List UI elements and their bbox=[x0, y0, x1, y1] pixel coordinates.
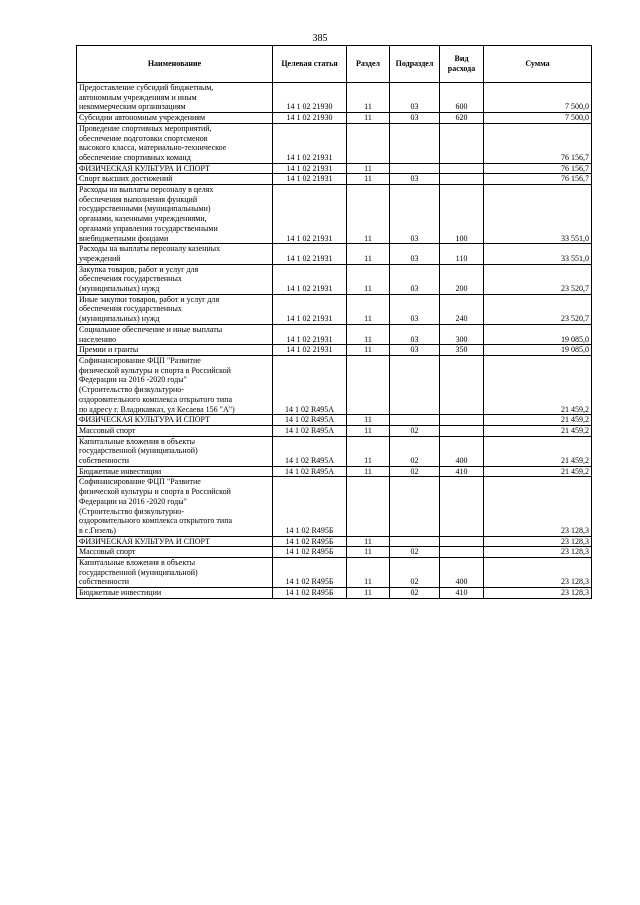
row-expense-type-text: 620 bbox=[455, 113, 468, 123]
table-row bbox=[77, 294, 592, 324]
table-header bbox=[77, 46, 592, 83]
row-code-text: 14 1 02 R495А bbox=[284, 404, 335, 414]
row-amount-cell bbox=[484, 436, 592, 466]
column-header-subsection: Подраздел bbox=[390, 46, 440, 83]
row-subsection-text: 03 bbox=[410, 174, 419, 184]
row-section-cell bbox=[347, 264, 390, 294]
row-subsection-cell bbox=[390, 588, 440, 599]
row-amount-text: 23 128,3 bbox=[561, 536, 589, 546]
row-section-text: 11 bbox=[364, 174, 372, 184]
row-subsection-text: 02 bbox=[410, 425, 419, 435]
row-amount-cell bbox=[484, 123, 592, 163]
row-code-text: 14 1 02 21931 bbox=[286, 284, 333, 294]
table-row bbox=[77, 83, 592, 113]
row-amount-text: 23 128,3 bbox=[561, 525, 589, 535]
row-amount-text: 7 500,0 bbox=[565, 113, 589, 123]
row-section-text: 11 bbox=[364, 314, 372, 324]
row-section-text: 11 bbox=[364, 466, 372, 476]
row-section-cell bbox=[347, 558, 390, 588]
row-code-cell bbox=[273, 264, 347, 294]
row-code-text: 14 1 02 21931 bbox=[286, 233, 333, 243]
row-name-text: ФИЗИЧЕСКАЯ КУЛЬТУРА И СПОРТ bbox=[79, 536, 210, 546]
row-code-cell bbox=[273, 123, 347, 163]
row-expense-type-cell bbox=[440, 174, 484, 185]
row-name-cell bbox=[77, 264, 273, 294]
row-subsection-cell bbox=[390, 536, 440, 547]
row-amount-cell bbox=[484, 536, 592, 547]
row-section-cell bbox=[347, 477, 390, 536]
row-expense-type-cell bbox=[440, 558, 484, 588]
row-code-cell bbox=[273, 588, 347, 599]
row-code-cell bbox=[273, 558, 347, 588]
row-subsection-text: 03 bbox=[410, 113, 419, 123]
row-expense-type-cell bbox=[440, 185, 484, 244]
row-name-text: Массовый спорт bbox=[79, 547, 136, 557]
row-code-text: 14 1 02 21931 bbox=[286, 314, 333, 324]
table-row bbox=[77, 345, 592, 356]
row-name-text: Бюджетные инвестиции bbox=[79, 466, 162, 476]
row-subsection-cell bbox=[390, 355, 440, 414]
row-name-cell bbox=[77, 244, 273, 264]
row-code-cell bbox=[273, 415, 347, 426]
row-section-text: 11 bbox=[364, 233, 372, 243]
column-header-section: Раздел bbox=[347, 46, 390, 83]
row-subsection-text: 02 bbox=[410, 456, 419, 466]
row-subsection-cell bbox=[390, 425, 440, 436]
row-subsection-text: 03 bbox=[410, 345, 419, 355]
row-section-cell bbox=[347, 83, 390, 113]
row-amount-text: 76 156,7 bbox=[561, 163, 589, 173]
row-name-cell bbox=[77, 588, 273, 599]
row-amount-text: 21 459,2 bbox=[561, 425, 589, 435]
table-row bbox=[77, 113, 592, 124]
row-code-cell bbox=[273, 425, 347, 436]
row-code-text: 14 1 02 21931 bbox=[286, 174, 333, 184]
row-name-cell bbox=[77, 425, 273, 436]
row-name-cell bbox=[77, 558, 273, 588]
row-name-text: Спорт высших достижений bbox=[79, 174, 173, 184]
row-amount-cell bbox=[484, 83, 592, 113]
row-subsection-cell bbox=[390, 264, 440, 294]
row-expense-type-text: 300 bbox=[455, 334, 468, 344]
row-subsection-cell bbox=[390, 83, 440, 113]
row-section-text: 11 bbox=[364, 577, 372, 587]
row-expense-type-cell bbox=[440, 113, 484, 124]
row-subsection-cell bbox=[390, 345, 440, 356]
row-code-text: 14 1 02 R495А bbox=[284, 415, 335, 425]
row-expense-type-cell bbox=[440, 264, 484, 294]
row-amount-cell bbox=[484, 415, 592, 426]
row-code-cell bbox=[273, 113, 347, 124]
row-subsection-cell bbox=[390, 113, 440, 124]
row-amount-cell bbox=[484, 163, 592, 174]
table-row bbox=[77, 558, 592, 588]
row-amount-cell bbox=[484, 264, 592, 294]
row-name-cell bbox=[77, 536, 273, 547]
row-name-cell bbox=[77, 123, 273, 163]
row-expense-type-text: 110 bbox=[455, 253, 468, 263]
table-row bbox=[77, 588, 592, 599]
row-amount-text: 21 459,2 bbox=[561, 466, 589, 476]
table-row bbox=[77, 264, 592, 294]
row-code-text: 14 1 02 21931 bbox=[286, 334, 333, 344]
row-code-text: 14 1 02 21930 bbox=[286, 102, 333, 112]
row-name-text: Массовый спорт bbox=[79, 425, 136, 435]
row-name-text: Иные закупки товаров, работ и услуг для обеспечения государственных (муниципальных) нужд bbox=[79, 294, 220, 324]
row-code-cell bbox=[273, 436, 347, 466]
row-subsection-cell bbox=[390, 466, 440, 477]
row-code-text: 14 1 02 21931 bbox=[286, 345, 333, 355]
row-code-text: 14 1 02 R495А bbox=[284, 425, 335, 435]
row-name-cell bbox=[77, 345, 273, 356]
row-amount-text: 33 551,0 bbox=[561, 253, 589, 263]
column-header-name: Наименование bbox=[77, 46, 273, 83]
table-row bbox=[77, 185, 592, 244]
budget-table bbox=[76, 45, 592, 599]
row-code-cell bbox=[273, 345, 347, 356]
row-expense-type-cell bbox=[440, 466, 484, 477]
row-name-text: Премии и гранты bbox=[79, 345, 139, 355]
row-expense-type-text: 400 bbox=[455, 456, 468, 466]
row-section-text: 11 bbox=[364, 102, 372, 112]
row-section-cell bbox=[347, 113, 390, 124]
row-subsection-cell bbox=[390, 558, 440, 588]
row-subsection-text: 02 bbox=[410, 577, 419, 587]
table-row bbox=[77, 436, 592, 466]
row-code-cell bbox=[273, 83, 347, 113]
row-section-cell bbox=[347, 123, 390, 163]
row-name-cell bbox=[77, 415, 273, 426]
row-name-cell bbox=[77, 547, 273, 558]
table-row bbox=[77, 123, 592, 163]
row-expense-type-text: 410 bbox=[455, 466, 468, 476]
row-name-cell bbox=[77, 185, 273, 244]
row-subsection-text: 02 bbox=[410, 547, 419, 557]
table-row bbox=[77, 536, 592, 547]
row-code-text: 14 1 02 R495Б bbox=[285, 547, 334, 557]
row-code-cell bbox=[273, 324, 347, 344]
row-code-cell bbox=[273, 163, 347, 174]
row-amount-cell bbox=[484, 324, 592, 344]
row-amount-text: 21 459,2 bbox=[561, 456, 589, 466]
row-code-text: 14 1 02 21931 bbox=[286, 163, 333, 173]
row-amount-text: 19 085,0 bbox=[561, 345, 589, 355]
row-code-text: 14 1 02 21931 bbox=[286, 152, 333, 162]
row-amount-cell bbox=[484, 425, 592, 436]
row-section-text: 11 bbox=[364, 345, 372, 355]
row-name-text: Софинансирование ФЦП "Развитие физической культуры и спорта в Российской Федерации на 2016 -2020 годы" (Строительство физкультурно- оздоровительного комплекса открытого типа по адресу г. Владикавказ, ул Кесаева 156 "А") bbox=[79, 355, 235, 414]
row-expense-type-text: 600 bbox=[455, 102, 468, 112]
row-section-cell bbox=[347, 324, 390, 344]
row-expense-type-cell bbox=[440, 355, 484, 414]
row-subsection-cell bbox=[390, 477, 440, 536]
row-name-cell bbox=[77, 324, 273, 344]
row-section-text: 11 bbox=[364, 163, 372, 173]
table-row bbox=[77, 547, 592, 558]
header-row bbox=[77, 46, 592, 83]
row-name-cell bbox=[77, 174, 273, 185]
row-expense-type-cell bbox=[440, 345, 484, 356]
row-section-cell bbox=[347, 415, 390, 426]
row-expense-type-cell bbox=[440, 588, 484, 599]
row-expense-type-text: 100 bbox=[455, 233, 468, 243]
row-expense-type-cell bbox=[440, 415, 484, 426]
row-amount-text: 7 500,0 bbox=[565, 102, 589, 112]
row-name-text: ФИЗИЧЕСКАЯ КУЛЬТУРА И СПОРТ bbox=[79, 163, 210, 173]
row-name-cell bbox=[77, 355, 273, 414]
row-subsection-cell bbox=[390, 324, 440, 344]
row-subsection-text: 03 bbox=[410, 314, 419, 324]
row-name-cell bbox=[77, 477, 273, 536]
row-section-cell bbox=[347, 185, 390, 244]
row-amount-cell bbox=[484, 477, 592, 536]
row-expense-type-cell bbox=[440, 324, 484, 344]
table-row bbox=[77, 324, 592, 344]
row-code-text: 14 1 02 R495Б bbox=[285, 577, 334, 587]
row-section-text: 11 bbox=[364, 425, 372, 435]
row-section-cell bbox=[347, 536, 390, 547]
row-section-text: 11 bbox=[364, 588, 372, 598]
row-subsection-cell bbox=[390, 415, 440, 426]
row-code-cell bbox=[273, 355, 347, 414]
row-expense-type-cell bbox=[440, 436, 484, 466]
row-subsection-text: 02 bbox=[410, 466, 419, 476]
column-header-amount: Сумма bbox=[484, 46, 592, 83]
row-subsection-cell bbox=[390, 123, 440, 163]
row-code-cell bbox=[273, 294, 347, 324]
row-amount-text: 21 459,2 bbox=[561, 415, 589, 425]
row-section-text: 11 bbox=[364, 284, 372, 294]
row-amount-text: 76 156,7 bbox=[561, 152, 589, 162]
table-row bbox=[77, 355, 592, 414]
row-expense-type-text: 240 bbox=[455, 314, 468, 324]
row-name-cell bbox=[77, 466, 273, 477]
row-amount-cell bbox=[484, 294, 592, 324]
row-section-cell bbox=[347, 547, 390, 558]
row-amount-cell bbox=[484, 588, 592, 599]
row-name-cell bbox=[77, 83, 273, 113]
row-name-cell bbox=[77, 163, 273, 174]
row-section-cell bbox=[347, 466, 390, 477]
row-amount-cell bbox=[484, 174, 592, 185]
row-amount-cell bbox=[484, 113, 592, 124]
row-name-cell bbox=[77, 113, 273, 124]
row-code-cell bbox=[273, 185, 347, 244]
row-section-text: 11 bbox=[364, 547, 372, 557]
row-section-text: 11 bbox=[364, 253, 372, 263]
row-expense-type-cell bbox=[440, 425, 484, 436]
row-name-text: Социальное обеспечение и иные выплаты населению bbox=[79, 324, 223, 344]
table-row bbox=[77, 163, 592, 174]
row-subsection-cell bbox=[390, 436, 440, 466]
row-section-cell bbox=[347, 355, 390, 414]
row-code-text: 14 1 02 21930 bbox=[286, 113, 333, 123]
row-name-cell bbox=[77, 294, 273, 324]
row-name-text: Проведение спортивных мероприятий, обеспечение подготовки спортсменов высокого класса, материально-техническое обеспечение спортивных команд bbox=[79, 123, 227, 162]
row-expense-type-text: 200 bbox=[455, 284, 468, 294]
row-name-text: Субсидии автономным учреждениям bbox=[79, 113, 206, 123]
row-section-cell bbox=[347, 294, 390, 324]
row-subsection-cell bbox=[390, 244, 440, 264]
row-expense-type-cell bbox=[440, 163, 484, 174]
row-code-cell bbox=[273, 547, 347, 558]
row-subsection-text: 03 bbox=[410, 253, 419, 263]
row-name-cell bbox=[77, 436, 273, 466]
row-expense-type-text: 400 bbox=[455, 577, 468, 587]
row-expense-type-text: 350 bbox=[455, 345, 468, 355]
row-subsection-cell bbox=[390, 174, 440, 185]
row-amount-cell bbox=[484, 345, 592, 356]
row-expense-type-cell bbox=[440, 244, 484, 264]
row-section-cell bbox=[347, 588, 390, 599]
row-name-text: Капитальные вложения в объекты государственной (муниципальной) собственности bbox=[79, 436, 198, 466]
row-name-text: Бюджетные инвестиции bbox=[79, 588, 162, 598]
row-name-text: Расходы на выплаты персоналу казенных учреждений bbox=[79, 244, 221, 263]
row-subsection-cell bbox=[390, 185, 440, 244]
row-subsection-text: 03 bbox=[410, 102, 419, 112]
row-section-cell bbox=[347, 163, 390, 174]
row-expense-type-cell bbox=[440, 123, 484, 163]
row-section-cell bbox=[347, 345, 390, 356]
row-expense-type-cell bbox=[440, 477, 484, 536]
table-row bbox=[77, 477, 592, 536]
row-amount-text: 76 156,7 bbox=[561, 174, 589, 184]
row-amount-text: 23 128,3 bbox=[561, 588, 589, 598]
row-amount-cell bbox=[484, 185, 592, 244]
row-amount-cell bbox=[484, 558, 592, 588]
column-header-code: Целевая статья bbox=[273, 46, 347, 83]
row-section-cell bbox=[347, 436, 390, 466]
row-code-text: 14 1 02 R495А bbox=[284, 466, 335, 476]
row-section-cell bbox=[347, 174, 390, 185]
table-body bbox=[77, 83, 592, 599]
row-section-text: 11 bbox=[364, 334, 372, 344]
row-code-text: 14 1 02 R495Б bbox=[285, 536, 334, 546]
row-amount-cell bbox=[484, 355, 592, 414]
row-expense-type-cell bbox=[440, 83, 484, 113]
row-name-text: Расходы на выплаты персоналу в целях обеспечения выполнения функций государственными (муниципальными) органами, казенными учреждениями, органами управления государственными внебюджетными фондами bbox=[79, 185, 218, 243]
table-row bbox=[77, 466, 592, 477]
row-amount-text: 19 085,0 bbox=[561, 334, 589, 344]
row-code-cell bbox=[273, 477, 347, 536]
row-name-text: ФИЗИЧЕСКАЯ КУЛЬТУРА И СПОРТ bbox=[79, 415, 210, 425]
row-expense-type-cell bbox=[440, 547, 484, 558]
row-name-text: Софинансирование ФЦП "Развитие физической культуры и спорта в Российской Федерации на 2016 -2020 годы" (Строительство физкультурно- оздоровительного комплекса открытого типа в с.Гизель) bbox=[79, 477, 233, 535]
row-amount-cell bbox=[484, 547, 592, 558]
row-section-text: 11 bbox=[364, 536, 372, 546]
row-code-text: 14 1 02 21931 bbox=[286, 253, 333, 263]
page-number: 385 bbox=[312, 33, 328, 44]
row-name-text: Закупка товаров, работ и услуг для обеспечения государственных (муниципальных) нужд bbox=[79, 264, 199, 294]
row-subsection-text: 02 bbox=[410, 588, 419, 598]
row-code-text: 14 1 02 R495Б bbox=[285, 588, 334, 598]
column-header-expense-type: Вид расхода bbox=[440, 46, 484, 83]
row-amount-text: 33 551,0 bbox=[561, 233, 589, 243]
row-subsection-text: 03 bbox=[410, 284, 419, 294]
row-subsection-cell bbox=[390, 547, 440, 558]
table-row bbox=[77, 244, 592, 264]
row-amount-text: 23 520,7 bbox=[561, 314, 589, 324]
row-amount-cell bbox=[484, 466, 592, 477]
row-code-cell bbox=[273, 174, 347, 185]
table-row bbox=[77, 425, 592, 436]
row-amount-text: 23 520,7 bbox=[561, 284, 589, 294]
table-row bbox=[77, 415, 592, 426]
row-code-cell bbox=[273, 536, 347, 547]
row-amount-text: 23 128,3 bbox=[561, 577, 589, 587]
row-section-cell bbox=[347, 425, 390, 436]
row-subsection-text: 03 bbox=[410, 233, 419, 243]
row-amount-text: 23 128,3 bbox=[561, 547, 589, 557]
row-section-text: 11 bbox=[364, 415, 372, 425]
row-subsection-cell bbox=[390, 163, 440, 174]
table-row bbox=[77, 174, 592, 185]
row-amount-cell bbox=[484, 244, 592, 264]
row-code-text: 14 1 02 R495А bbox=[284, 456, 335, 466]
row-amount-text: 21 459,2 bbox=[561, 404, 589, 414]
row-code-cell bbox=[273, 466, 347, 477]
row-subsection-cell bbox=[390, 294, 440, 324]
row-name-text: Капитальные вложения в объекты государственной (муниципальной) собственности bbox=[79, 558, 198, 587]
row-section-cell bbox=[347, 244, 390, 264]
row-section-text: 11 bbox=[364, 456, 372, 466]
row-code-cell bbox=[273, 244, 347, 264]
row-expense-type-text: 410 bbox=[455, 588, 468, 598]
row-section-text: 11 bbox=[364, 113, 372, 123]
row-expense-type-cell bbox=[440, 294, 484, 324]
row-code-text: 14 1 02 R495Б bbox=[285, 525, 334, 535]
row-subsection-text: 03 bbox=[410, 334, 419, 344]
row-expense-type-cell bbox=[440, 536, 484, 547]
row-name-text: Предоставление субсидий бюджетным, автономным учреждениям и иным некоммерческим организациям bbox=[79, 83, 214, 112]
